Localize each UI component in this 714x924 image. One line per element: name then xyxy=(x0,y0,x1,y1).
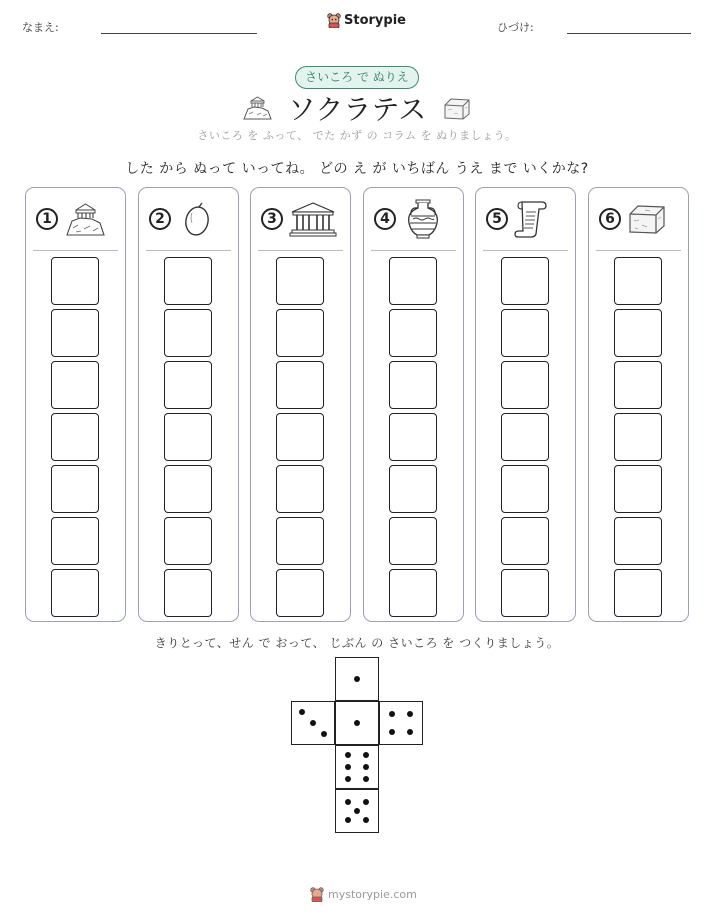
stone-block-icon xyxy=(442,95,472,121)
dice-pip xyxy=(354,808,360,814)
column-divider xyxy=(146,250,231,251)
footer-url: mystorypie.com xyxy=(328,888,417,901)
column-1[interactable] xyxy=(25,187,126,622)
color-cell[interactable] xyxy=(276,517,324,565)
color-cell[interactable] xyxy=(389,413,437,461)
color-cell[interactable] xyxy=(276,361,324,409)
color-cell[interactable] xyxy=(389,569,437,617)
column-divider xyxy=(371,250,456,251)
dice-pip xyxy=(363,799,369,805)
color-cell[interactable] xyxy=(614,413,662,461)
dice-face-center xyxy=(335,701,379,745)
dice-pip xyxy=(345,817,351,823)
column-header xyxy=(374,200,457,238)
dice-pip xyxy=(345,752,351,758)
color-cell[interactable] xyxy=(51,309,99,357)
color-cell[interactable] xyxy=(501,309,549,357)
dice-pip xyxy=(354,720,360,726)
color-cell[interactable] xyxy=(501,413,549,461)
page-title: ソクラテス xyxy=(287,93,427,126)
date-label: ひづけ: xyxy=(497,21,534,34)
color-cell[interactable] xyxy=(164,257,212,305)
dice-pip xyxy=(310,720,316,726)
dice-face-lower xyxy=(335,745,379,789)
dice-pip xyxy=(407,711,413,717)
color-cell[interactable] xyxy=(51,413,99,461)
column-divider xyxy=(483,250,568,251)
color-cell[interactable] xyxy=(51,465,99,513)
amphora-icon xyxy=(402,199,444,239)
dice-pip xyxy=(389,711,395,717)
column-6[interactable] xyxy=(588,187,689,622)
ruins-on-rock-icon xyxy=(64,201,106,237)
color-cell[interactable] xyxy=(389,257,437,305)
column-5[interactable] xyxy=(475,187,576,622)
column-divider xyxy=(258,250,343,251)
column-divider xyxy=(596,250,681,251)
dice-pip xyxy=(407,729,413,735)
page-subtitle: さいころ を ふって、 でた かず の コラム を ぬりましょう。 xyxy=(197,129,517,142)
dice-face-left xyxy=(291,701,335,745)
olive-icon xyxy=(177,201,219,237)
color-cell[interactable] xyxy=(389,517,437,565)
column-3[interactable] xyxy=(250,187,351,622)
color-cell[interactable] xyxy=(276,413,324,461)
color-cell[interactable] xyxy=(164,517,212,565)
name-line[interactable] xyxy=(101,33,257,34)
bear-mascot-icon xyxy=(310,887,324,902)
dice-pip xyxy=(299,709,305,715)
color-cell[interactable] xyxy=(614,465,662,513)
color-cell[interactable] xyxy=(164,465,212,513)
brand-name: Storypie xyxy=(344,13,406,28)
column-4[interactable] xyxy=(363,187,464,622)
dice-pip xyxy=(345,799,351,805)
dice-pip xyxy=(363,764,369,770)
column-number: 1 xyxy=(36,208,58,230)
date-line[interactable] xyxy=(567,33,691,34)
column-2[interactable] xyxy=(138,187,239,622)
color-cell[interactable] xyxy=(501,517,549,565)
color-cell[interactable] xyxy=(614,257,662,305)
color-cell[interactable] xyxy=(389,465,437,513)
color-cell[interactable] xyxy=(501,257,549,305)
instruction-text: した から ぬって いってね。 どの え が いちばん うえ まで いくかな? xyxy=(125,161,589,177)
cut-instruction: きりとって、せん で おって、 じぶん の さいころ を つくりましょう。 xyxy=(154,636,560,650)
column-number: 3 xyxy=(261,208,283,230)
column-number: 2 xyxy=(149,208,171,230)
title-row xyxy=(0,88,714,128)
dice-pip xyxy=(345,764,351,770)
color-cell[interactable] xyxy=(51,361,99,409)
greek-temple-icon xyxy=(289,201,337,237)
color-cell[interactable] xyxy=(614,569,662,617)
color-cell[interactable] xyxy=(164,361,212,409)
column-header xyxy=(486,200,569,238)
dice-pip xyxy=(363,776,369,782)
dice-face-right xyxy=(379,701,423,745)
color-cell[interactable] xyxy=(51,517,99,565)
color-cell[interactable] xyxy=(164,413,212,461)
color-cell[interactable] xyxy=(501,569,549,617)
footer xyxy=(310,887,417,902)
column-number: 5 xyxy=(486,208,508,230)
ruins-on-rock-icon xyxy=(242,95,272,121)
color-cell[interactable] xyxy=(276,569,324,617)
column-header xyxy=(599,200,682,238)
color-cell[interactable] xyxy=(51,569,99,617)
column-divider xyxy=(33,250,118,251)
column-number: 6 xyxy=(599,208,621,230)
column-header xyxy=(261,200,344,238)
color-cell[interactable] xyxy=(501,465,549,513)
color-cell[interactable] xyxy=(51,257,99,305)
column-header xyxy=(149,200,232,238)
color-cell[interactable] xyxy=(276,465,324,513)
color-cell[interactable] xyxy=(276,257,324,305)
dice-pip xyxy=(389,729,395,735)
dice-face-top xyxy=(335,657,379,701)
color-cell[interactable] xyxy=(614,517,662,565)
color-cell[interactable] xyxy=(501,361,549,409)
bear-mascot-icon xyxy=(327,13,341,28)
color-cell[interactable] xyxy=(164,309,212,357)
dice-pip xyxy=(363,817,369,823)
column-header xyxy=(36,200,119,238)
brand-logo xyxy=(327,13,406,28)
color-cell[interactable] xyxy=(389,309,437,357)
dice-pip xyxy=(354,676,360,682)
color-cell[interactable] xyxy=(614,309,662,357)
activity-badge: さいころ で ぬりえ xyxy=(295,66,419,89)
dice-pip xyxy=(345,776,351,782)
color-cell[interactable] xyxy=(614,361,662,409)
color-cell[interactable] xyxy=(276,309,324,357)
name-label: なまえ: xyxy=(22,21,59,34)
dice-face-bottom xyxy=(335,789,379,833)
dice-pip xyxy=(363,752,369,758)
stone-block-icon xyxy=(627,202,667,236)
scroll-icon xyxy=(514,199,550,239)
color-cell[interactable] xyxy=(389,361,437,409)
color-cell[interactable] xyxy=(164,569,212,617)
column-number: 4 xyxy=(374,208,396,230)
dice-pip xyxy=(321,731,327,737)
